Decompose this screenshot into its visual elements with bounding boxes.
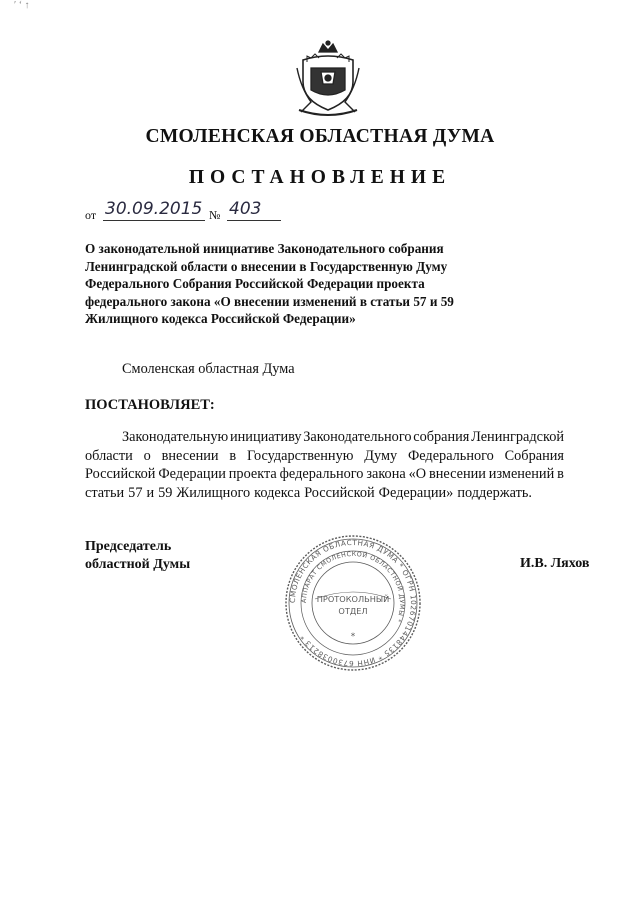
paragraph-word: Законодательную xyxy=(122,429,229,445)
paragraph-word: Федерации xyxy=(158,466,226,482)
paragraph-line xyxy=(85,447,564,466)
paragraph-word: «О xyxy=(408,466,427,482)
paragraph-word: 57 xyxy=(128,484,143,501)
resolution-paragraph xyxy=(85,428,564,502)
stamp-center-line2: ОТДЕЛ xyxy=(338,606,368,616)
subject-line: Федерального Собрания Российской Федерации проекта xyxy=(85,276,425,291)
official-round-stamp xyxy=(283,533,423,673)
stamp-star-icon: * xyxy=(350,632,356,642)
paragraph-word: в xyxy=(557,466,564,482)
paragraph-word: Государственную xyxy=(246,447,354,464)
signatory-name: И.В. Ляхов xyxy=(520,556,590,571)
paragraph-word: Ленинградской xyxy=(471,429,564,445)
stamp-inner-ring-text: АППАРАТ СМОЛЕНСКОЙ ОБЛАСТНОЙ ДУМЫ * xyxy=(300,550,406,624)
paragraph-word: проекта xyxy=(228,466,277,482)
paragraph-word: Российской xyxy=(85,466,156,482)
position-line: областной Думы xyxy=(85,557,191,572)
paragraph-word: изменений xyxy=(488,466,555,482)
position-line: Председатель xyxy=(85,539,172,554)
signatory-position xyxy=(85,538,190,574)
paragraph-word: внесении xyxy=(161,447,219,464)
paragraph-word: инициативу xyxy=(229,429,302,445)
number-value: 403 xyxy=(227,198,281,221)
coat-of-arms-emblem xyxy=(293,38,363,118)
paragraph-word: Думу xyxy=(364,447,398,464)
paragraph-word: Федерации» xyxy=(378,484,454,501)
subject-line: федерального закона «О внесении изменений в статьи 57 и 59 xyxy=(85,293,454,309)
paragraph-word: кодекса xyxy=(254,484,301,501)
paragraph-word: федерального xyxy=(279,466,364,482)
paragraph-word: о xyxy=(143,447,151,464)
paragraph-word: статьи xyxy=(85,484,125,501)
number-label: № xyxy=(209,208,221,222)
stamp-outer-ring-text: СМОЛЕНСКАЯ ОБЛАСТНАЯ ДУМА * ОГРН 1026701448135 * ИНН 6730038213 * xyxy=(287,537,419,669)
organization-title: СМОЛЕНСКАЯ ОБЛАСТНАЯ ДУМА xyxy=(145,126,495,147)
paragraph-word: закона xyxy=(366,466,406,482)
document-type-title: ПОСТАНОВЛЕНИЕ xyxy=(188,167,452,188)
paragraph-word: Федерального xyxy=(407,447,494,464)
paragraph-word: Собрания xyxy=(504,447,564,464)
date-value: 30.09.2015 xyxy=(103,198,205,221)
subject-line: Ленинградской области о внесении в Государственную Думу xyxy=(85,258,448,274)
paragraph-word: поддержать. xyxy=(457,484,532,501)
issuer-line: Смоленская областная Дума xyxy=(122,361,295,377)
paragraph-word: и xyxy=(146,484,155,501)
subject-line: О законодательной инициативе Законодательного собрания xyxy=(85,241,444,256)
paragraph-word: Законодательного xyxy=(303,429,412,445)
paragraph-word: собрания xyxy=(413,429,470,445)
paragraph-line xyxy=(85,428,564,447)
date-number-line xyxy=(85,198,325,224)
paragraph-word: области xyxy=(85,447,133,464)
stamp-center-line1: ПРОТОКОЛЬНЫЙ xyxy=(316,594,390,604)
paragraph-word: Жилищного xyxy=(176,484,251,501)
scan-artifact: ′ ‘ ↑ xyxy=(14,0,30,11)
paragraph-word: в xyxy=(229,447,237,464)
paragraph-word: внесении xyxy=(428,466,486,482)
paragraph-word: 59 xyxy=(158,484,173,501)
paragraph-line xyxy=(85,465,564,484)
paragraph-word: Российской xyxy=(304,484,375,501)
date-label: от xyxy=(85,208,97,222)
decree-heading: ПОСТАНОВЛЯЕТ: xyxy=(85,397,215,413)
paragraph-line xyxy=(85,484,564,503)
document-subject xyxy=(85,240,565,328)
subject-line: Жилищного кодекса Российской Федерации» xyxy=(85,311,356,326)
